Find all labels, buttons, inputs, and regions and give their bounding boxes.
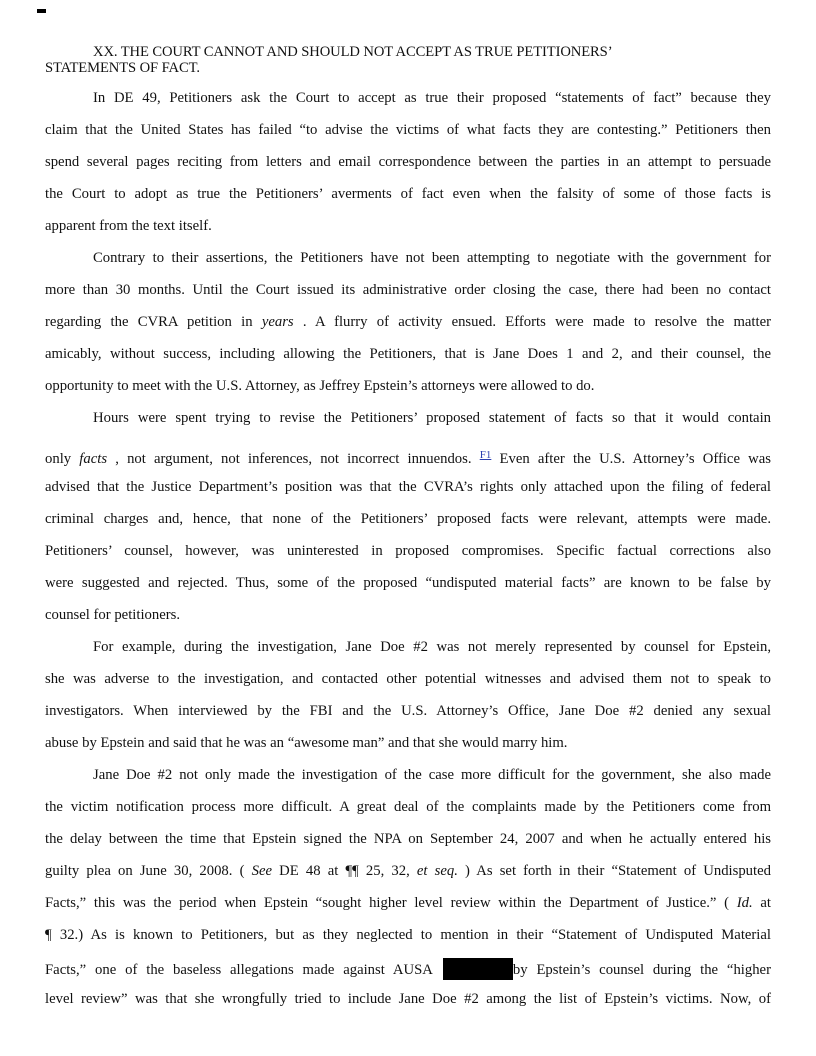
text-line: level review” was that she wrongfully tried to include Jane Doe #2 among the list of Epstein’s victims. Now, of	[45, 991, 771, 1007]
text-line: the Court to adopt as true the Petitioners’ averments of fact even when the falsity of some of those facts is	[45, 186, 771, 202]
corner-mark	[37, 9, 46, 13]
text-line: the victim notification process more difficult. A great deal of the complaints made by the Petitioners come from	[45, 799, 771, 815]
redaction-box	[443, 958, 513, 980]
text-line: opportunity to meet with the U.S. Attorney, as Jeffrey Epstein’s attorneys were allowed to do.	[45, 378, 595, 394]
text-line: investigators. When interviewed by the FBI and the U.S. Attorney’s Office, Jane Doe #2 denied any sexual	[45, 703, 771, 719]
text-line: Contrary to their assertions, the Petitioners have not been attempting to negotiate with the government for	[93, 250, 771, 266]
heading-line-1: XX. THE COURT CANNOT AND SHOULD NOT ACCEPT AS TRUE PETITIONERS’	[93, 44, 613, 60]
footnote-link[interactable]: F1	[479, 449, 492, 461]
text-line: For example, during the investigation, Jane Doe #2 was not merely represented by counsel for Epstein,	[93, 639, 771, 655]
text-line: Facts,” one of the baseless allegations made against AUSA by Epstein’s counsel during the “higher	[45, 958, 771, 980]
text-line: apparent from the text itself.	[45, 218, 212, 234]
text-line: were suggested and rejected. Thus, some of the proposed “undisputed material facts” are known to be false by	[45, 575, 771, 591]
heading-line-2: STATEMENTS OF FACT.	[45, 60, 200, 76]
text-line: Petitioners’ counsel, however, was uninterested in proposed compromises. Specific factual corrections also	[45, 543, 771, 559]
text-line: the delay between the time that Epstein signed the NPA on September 24, 2007 and when he actually entered his	[45, 831, 771, 847]
text-line: counsel for petitioners.	[45, 607, 181, 623]
text-line: Hours were spent trying to revise the Petitioners’ proposed statement of facts so that it would contain	[93, 410, 771, 426]
text-line: Facts,” this was the period when Epstein “sought higher level review within the Department of Justice.” ( Id. at	[45, 895, 771, 911]
text-line: In DE 49, Petitioners ask the Court to accept as true their proposed “statements of fact” because they	[93, 90, 771, 106]
text-line: Jane Doe #2 not only made the investigation of the case more difficult for the government, she also made	[93, 767, 771, 783]
text-line: criminal charges and, hence, that none of the Petitioners’ proposed facts were relevant, attempts were made.	[45, 511, 771, 527]
text-line: regarding the CVRA petition in years . A flurry of activity ensued. Efforts were made to resolve the matter	[45, 314, 771, 330]
section-heading	[45, 44, 785, 76]
text-line: amicably, without success, including allowing the Petitioners, that is Jane Does 1 and 2, and their counsel, the	[45, 346, 771, 362]
text-line: abuse by Epstein and said that he was an “awesome man” and that she would marry him.	[45, 735, 568, 751]
text-line: advised that the Justice Department’s position was that the CVRA’s rights only attached upon the filing of federal	[45, 479, 771, 495]
text-line: more than 30 months. Until the Court issued its administrative order closing the case, there had been no contact	[45, 282, 771, 298]
text-line: only facts , not argument, not inferences, not incorrect innuendos. $^{F1}$ Even after the U.S. Attorney’s Office was	[45, 449, 771, 467]
text-line: ¶ 32.) As is known to Petitioners, but as they neglected to mention in their “Statement of Undisputed Material	[45, 927, 771, 943]
text-line: guilty plea on June 30, 2008. ( See DE 48 at ¶¶ 25, 32, et seq. ) As set forth in their “Statement of Undisputed	[45, 863, 771, 879]
text-line: spend several pages reciting from letters and email correspondence between the parties in an attempt to persuade	[45, 154, 771, 170]
text-line: claim that the United States has failed “to advise the victims of what facts they are contesting.” Petitioners then	[45, 122, 771, 138]
text-line: she was adverse to the investigation, and contacted other potential witnesses and advised them not to speak to	[45, 671, 771, 687]
